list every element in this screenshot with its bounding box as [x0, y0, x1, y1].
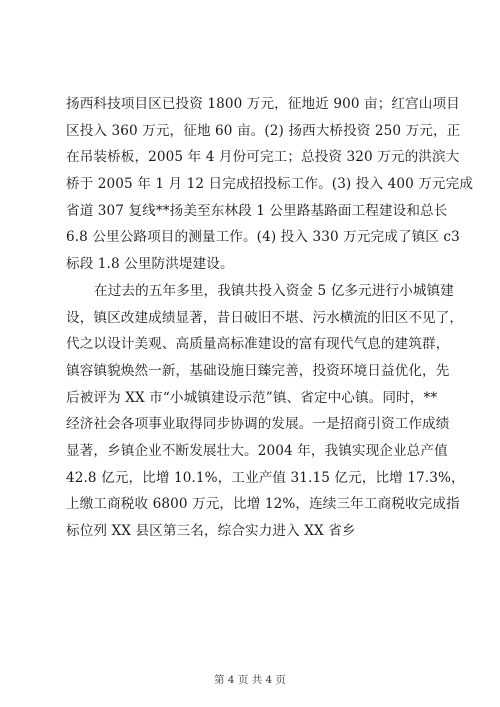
text-line: 经济社会各项事业取得同步协调的发展。一是招商引资工作成绩	[66, 416, 450, 433]
text-line: 镇容镇貌焕然一新，基础设施日臻完善，投资环境日益优化，先	[66, 362, 450, 379]
text-line: 省道 307 复线**扬美至东林段 1 公里路基路面工程建设和总长	[66, 202, 448, 219]
text-line: 桥于 2005 年 1 月 12 日完成招投标工作。(3) 投入 400 万元完成	[66, 176, 474, 193]
text-line: 后被评为 XX 市“小城镇建设示范”镇、省定中心镇。同时，**	[66, 389, 438, 406]
paragraph-first-line: 在过去的五年多里，我镇共投入资金 5 亿多元进行小城镇建	[94, 282, 454, 299]
text-line: 代之以设计美观、高质量高标准建设的富有现代气息的建筑群，	[66, 336, 450, 353]
text-line: 扬西科技项目区已投资 1800 万元，征地近 900 亩；红宫山项目	[66, 96, 460, 112]
text-line: 6.8 公里公路项目的测量工作。(4) 投入 330 万元完成了镇区 c3	[66, 229, 460, 246]
text-line: 标位列 XX 县区第三名，综合实力进入 XX 省乡	[66, 523, 356, 539]
text-line: 上缴工商税收 6800 万元，比增 12%，连续三年工商税收完成指	[66, 496, 460, 513]
text-line: 显著，乡镇企业不断发展壮大。2004 年，我镇实现企业总产值	[66, 442, 448, 459]
text-line: 标段 1.8 公里防洪堤建设。	[66, 256, 234, 273]
body-text	[66, 91, 474, 545]
page-footer: 第 4 页 共 4 页	[213, 674, 287, 686]
text-line: 设，镇区改建成绩显著，昔日破旧不堪、污水横流的旧区不见了，	[66, 309, 464, 326]
text-line: 42.8 亿元，比增 10.1%，工业产值 31.15 亿元，比增 17.3%，	[66, 469, 465, 486]
text-line: 在吊装桥板，2005 年 4 月份可完工；总投资 320 万元的洪滨大	[66, 149, 460, 166]
text-line: 区投入 360 万元，征地 60 亩。(2) 扬西大桥投资 250 万元，正	[66, 122, 461, 139]
